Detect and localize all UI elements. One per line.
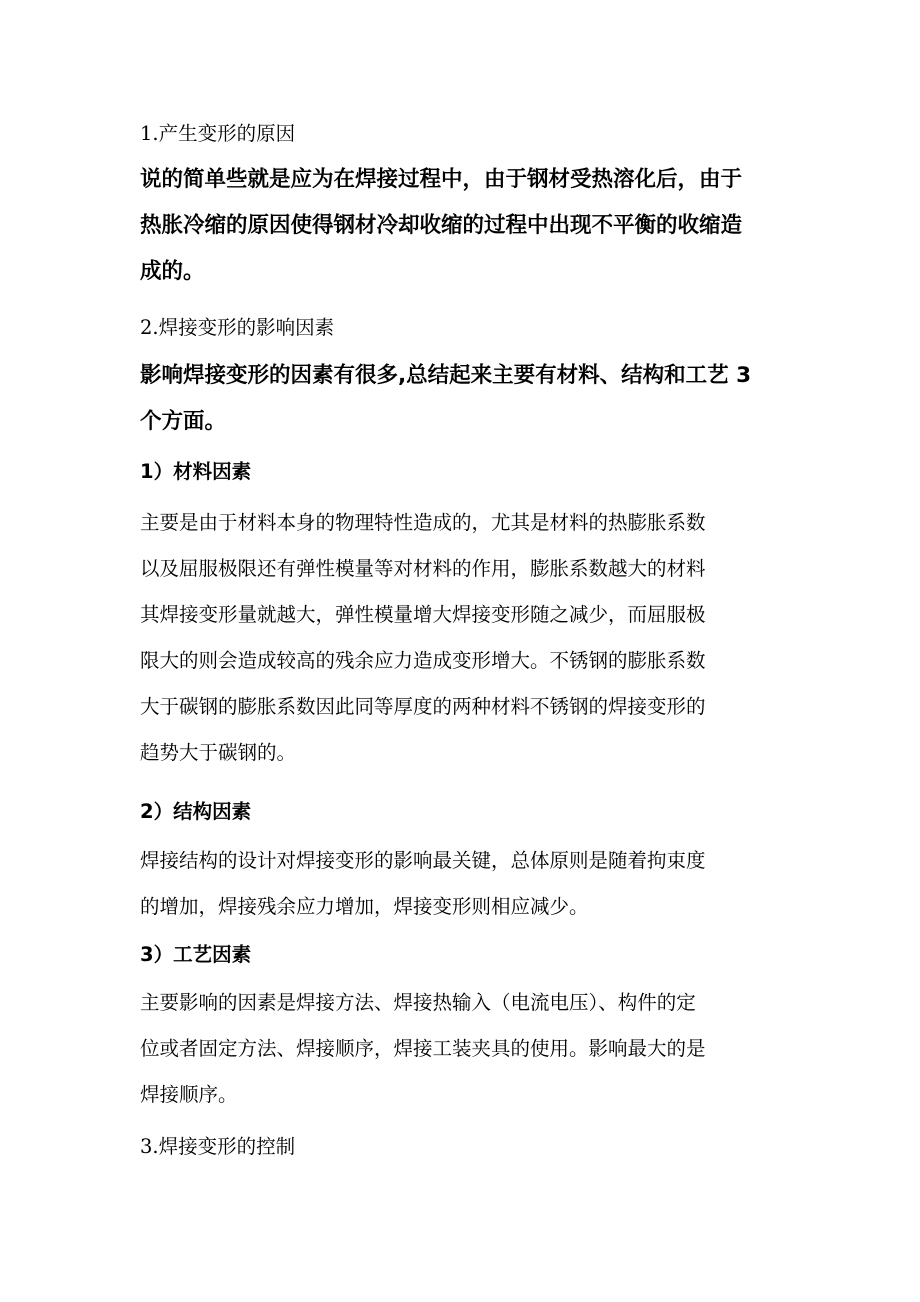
section-2-heading	[140, 305, 790, 351]
structure-factor-line-1: 焊接结构的设计对焊接变形的影响最关键，总体原则是随着拘束度	[140, 849, 706, 872]
section-2-intro-line-2: 个方面。	[140, 409, 227, 434]
section-1-body-line-3: 成的。	[140, 259, 205, 284]
material-factor-line-1: 主要是由于材料本身的物理特性造成的，尤其是材料的热膨胀系数	[140, 511, 706, 534]
material-factor-line-6: 趋势大于碳钢的。	[140, 741, 297, 764]
process-factor-line-1: 主要影响的因素是焊接方法、焊接热输入（电流电压）、构件的定	[140, 991, 696, 1014]
section-1-body-line-2: 热胀冷缩的原因使得钢材冷却收缩的过程中出现不平衡的收缩造	[140, 213, 743, 238]
section-2-intro	[140, 353, 790, 445]
material-factor-line-3: 其焊接变形量就越大，弹性模量增大焊接变形随之减少，而屈服极	[140, 603, 706, 626]
material-factor-line-2: 以及屈服极限还有弹性模量等对材料的作用，膨胀系数越大的材料	[140, 557, 706, 580]
section-3-heading	[140, 1124, 790, 1170]
section-3-heading-text: 3.焊接变形的控制	[140, 1135, 296, 1158]
process-factor-line-2: 位或者固定方法、焊接顺序，焊接工装夹具的使用。影响最大的是	[140, 1037, 706, 1060]
structure-factor-body	[140, 838, 790, 930]
section-1-heading	[140, 111, 790, 157]
section-1-heading-text: 1.产生变形的原因	[140, 122, 296, 145]
structure-factor-title	[140, 789, 790, 835]
structure-factor-title-text: 2）结构因素	[140, 800, 252, 823]
process-factor-body	[140, 980, 790, 1118]
section-1-body-line-1: 说的简单些就是应为在焊接过程中，由于钢材受热溶化后，由于	[140, 167, 743, 192]
process-factor-line-3: 焊接顺序。	[140, 1083, 238, 1106]
material-factor-line-5: 大于碳钢的膨胀系数因此同等厚度的两种材料不锈钢的焊接变形的	[140, 695, 706, 718]
material-factor-line-4: 限大的则会造成较高的残余应力造成变形增大。不锈钢的膨胀系数	[140, 649, 706, 672]
process-factor-title-text: 3）工艺因素	[140, 943, 252, 966]
structure-factor-line-2: 的增加，焊接残余应力增加，焊接变形则相应减少。	[140, 895, 589, 918]
material-factor-body	[140, 500, 790, 776]
section-2-intro-line-1: 影响焊接变形的因素有很多,总结起来主要有材料、结构和工艺 3	[140, 363, 752, 388]
material-factor-title-text: 1）材料因素	[140, 460, 252, 483]
process-factor-title	[140, 932, 790, 978]
section-1-body	[140, 157, 790, 295]
material-factor-title	[140, 449, 790, 495]
section-2-heading-text: 2.焊接变形的影响因素	[140, 316, 335, 339]
